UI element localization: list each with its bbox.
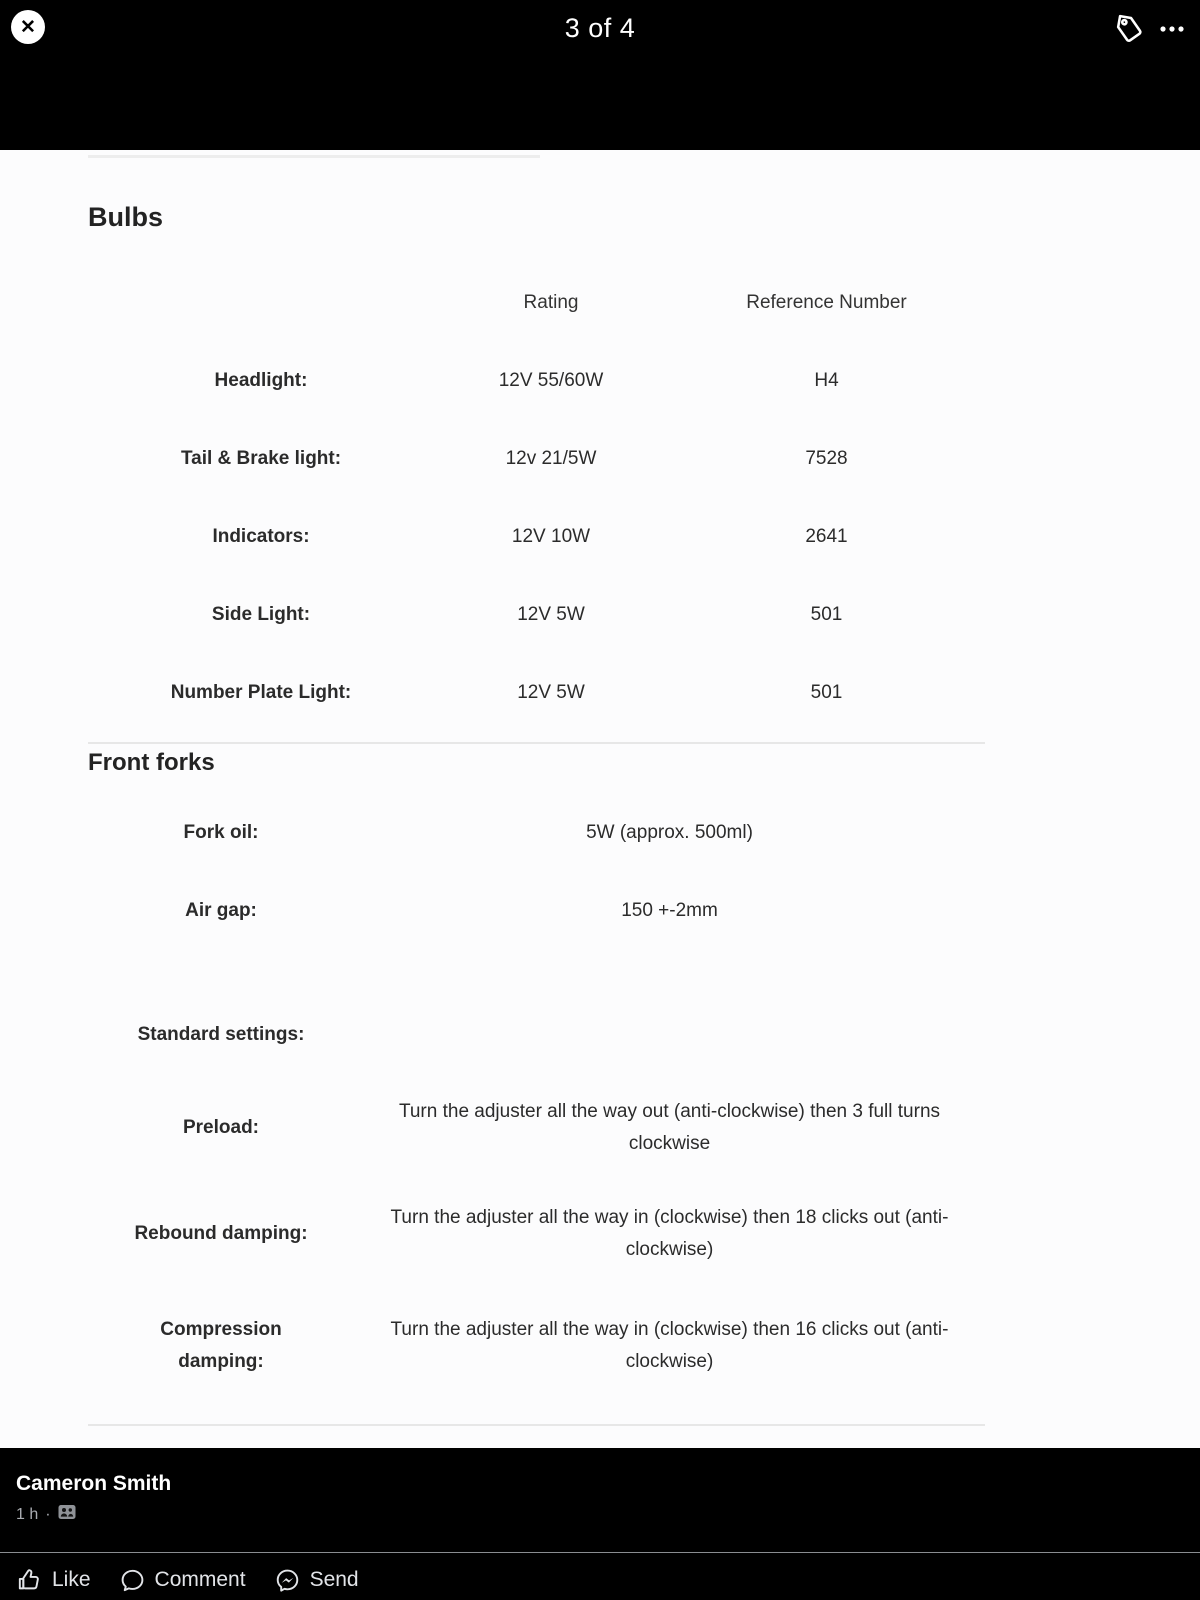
actions-divider — [0, 1552, 1200, 1553]
post-timestamp: 1 h — [16, 1505, 39, 1523]
bulbs-row-label: Tail & Brake light: — [180, 448, 342, 469]
send-button[interactable] — [274, 1567, 359, 1594]
forks-row-label: Standard settings: — [137, 1024, 305, 1045]
document-bottom-divider — [88, 1424, 985, 1426]
tag-icon — [1110, 36, 1146, 51]
forks-row-value — [354, 950, 985, 1075]
bulbs-row-rating: 12V 5W — [517, 604, 585, 625]
bulbs-row-rating: 12V 10W — [511, 526, 591, 547]
comment-button[interactable] — [119, 1567, 246, 1594]
bulbs-header-empty — [88, 264, 434, 342]
messenger-send-icon — [274, 1567, 301, 1594]
bulbs-row-label: Number Plate Light: — [170, 682, 352, 703]
bulbs-row-reference: 501 — [810, 604, 843, 625]
like-button[interactable] — [16, 1567, 91, 1594]
section-divider — [88, 742, 985, 744]
more-button[interactable] — [1156, 20, 1188, 38]
forks-row-value: 5W (approx. 500ml) — [586, 822, 753, 843]
bulbs-row-label: Side Light: — [211, 604, 311, 625]
forks-row-value: 150 +-2mm — [621, 900, 718, 921]
bulbs-row-reference: 7528 — [805, 448, 848, 469]
forks-row-label: Air gap: — [185, 900, 257, 921]
bulbs-row-rating: 12v 21/5W — [505, 448, 597, 469]
bulbs-row-label: Headlight: — [214, 370, 308, 391]
forks-row-value: Turn the adjuster all the way in (clockwise) then 16 clicks out (anti-clockwise) — [390, 1318, 949, 1372]
forks-row-label: Compression damping: — [160, 1318, 282, 1372]
photo-document[interactable] — [0, 150, 1200, 1448]
author-name[interactable]: Cameron Smith — [16, 1472, 172, 1495]
viewer-topbar — [0, 0, 1200, 150]
send-label: Send — [309, 1568, 359, 1591]
tag-button[interactable] — [1110, 12, 1146, 48]
audience-friends-icon — [58, 1504, 76, 1525]
forks-row-label: Fork oil: — [183, 822, 259, 843]
forks-row-label: Rebound damping: — [134, 1223, 308, 1244]
comment-label: Comment — [154, 1568, 246, 1591]
bulbs-row-label: Indicators: — [212, 526, 310, 547]
close-icon: ✕ — [20, 16, 36, 38]
forks-row-value: Turn the adjuster all the way out (anti-clockwise) then 3 full turns clockwise — [398, 1100, 941, 1154]
bulbs-row-reference: 2641 — [805, 526, 848, 547]
post-info-bar — [0, 1448, 1200, 1600]
comment-bubble-icon — [119, 1567, 146, 1594]
bulbs-row-rating: 12V 55/60W — [498, 370, 604, 391]
like-label: Like — [52, 1568, 91, 1591]
forks-row-value: Turn the adjuster all the way in (clockwise) then 18 clicks out (anti-clockwise) — [390, 1207, 949, 1260]
table-stub-line — [88, 155, 540, 158]
meta-separator: · — [45, 1505, 51, 1523]
bulbs-row-reference: H4 — [814, 370, 839, 391]
bulbs-header-rating: Rating — [523, 292, 579, 313]
ellipsis-icon — [1158, 22, 1186, 37]
front-forks-heading: Front forks — [88, 749, 215, 776]
photo-counter: 3 of 4 — [564, 13, 636, 43]
bulbs-row-rating: 12V 5W — [517, 682, 585, 703]
bulbs-header-reference: Reference Number — [746, 292, 907, 313]
post-meta — [16, 1504, 76, 1525]
thumbs-up-icon — [16, 1567, 43, 1594]
front-forks-table — [88, 794, 985, 1403]
bulbs-heading: Bulbs — [88, 202, 164, 232]
actions-bar — [0, 1558, 1200, 1600]
bulbs-row-reference: 501 — [810, 682, 843, 703]
bulbs-table — [88, 264, 985, 732]
forks-row-label: Preload: — [182, 1116, 260, 1138]
